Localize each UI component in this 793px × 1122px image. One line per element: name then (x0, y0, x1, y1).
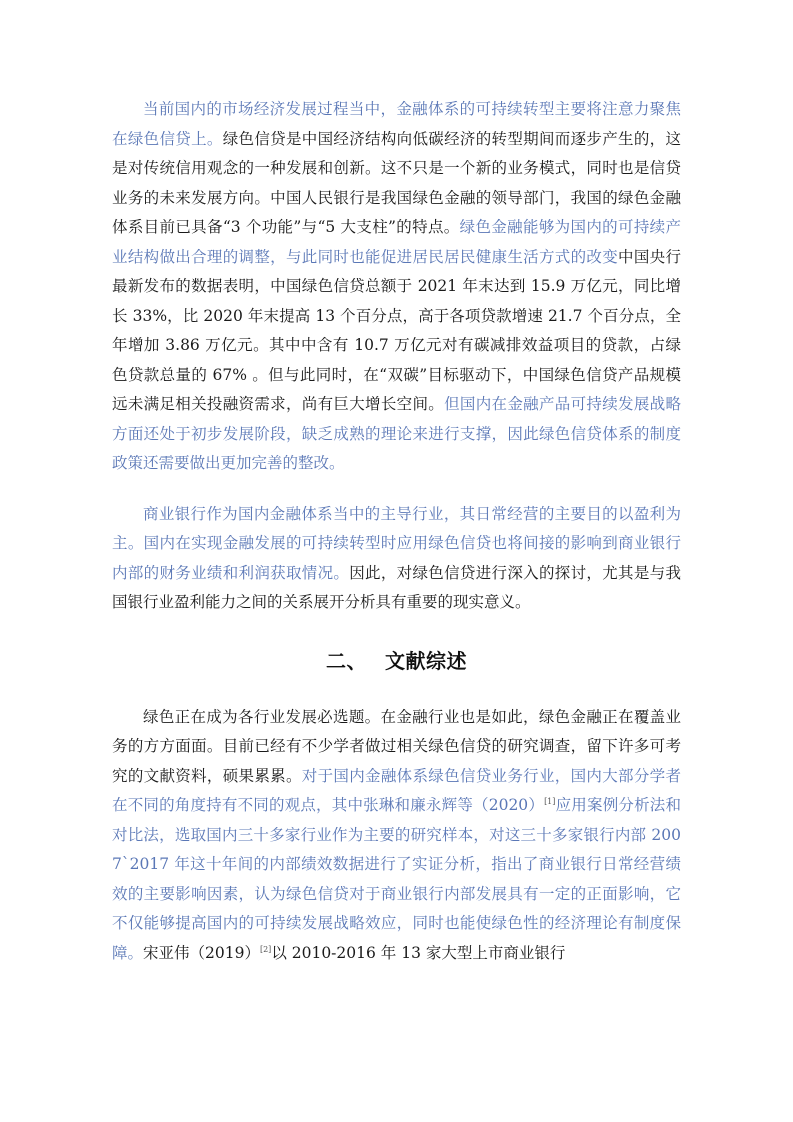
paragraph-1-segment-1: 当前国内的市场经济发展过程当中，金融体系的可持续转型主要将注意力聚焦在绿色信贷上。 (112, 100, 681, 148)
paragraph-green-credit-intro (112, 95, 681, 479)
review-segment-4: 宋亚伟（2019） (143, 943, 260, 962)
review-segment-1: 绿色正在成为各行业发展必选题。在金融行业也是如此，绿色金融正在覆盖业务的方方面面。目前已经有不少学者做过相关绿色信贷的研究调查，留下许多可考究的文献资料，硕果累累。 (112, 707, 681, 785)
paragraph-2-segment-3: 因此，对绿色信贷进行深入的探讨，尤其是与我国银行业盈利能力之间的关系展开分析具有重要的现实意义。 (112, 563, 681, 611)
review-segment-5: 以 2010-2016 年 13 家大型上市商业银行 (271, 943, 566, 962)
section-title: 文献综述 (385, 648, 467, 673)
paragraph-2-segment-1: 商业银行作为国内金融体系当中的主导行业，其日常经营的主要目的以盈利为主。 (112, 504, 681, 552)
section-number: 二、 (326, 648, 367, 673)
paragraph-1-segment-2: 绿色信贷是中国经济结构向低碳经济的转型期间而逐步产生的，这是对传统信用观念的一种发展和创新。这不只是一个新的业务模式，同时也是信贷业务的未来发展方向。中国人民银行是我国绿色金融的领导部门，我国的绿色金融体系目前已具备“3 个功能”与“5 大支柱”的特点。 (112, 129, 681, 236)
citation-ref-1[interactable]: [1] (544, 797, 556, 806)
review-segment-2: 对于国内金融体系绿色信贷业务行业，国内大部分学者在不同的角度持有不同的观点，其中张琳和廉永辉等（2020） (112, 766, 681, 814)
paragraph-literature-review (112, 703, 681, 969)
paragraph-2-segment-2: 国内在实现金融发展的可持续转型时应用绿色信贷也将间接的影响到商业银行内部的财务业绩和利润获取情况。 (112, 534, 681, 582)
review-segment-3: 应用案例分析法和对比法，选取国内三十多家行业作为主要的研究样本，对这三十多家银行内部 2007`2017 年这十年间的内部绩效数据进行了实证分析，指出了商业银行日常经营绩效的主要影响因素，认为绿色信贷对于商业银行内部发展具有一定的正面影响，它不仅能够提高国内的可持续发展战略效应，同时也能使绿色性的经济理论有制度保障。 (112, 796, 681, 962)
paragraph-1-segment-5: 但国内在金融产品可持续发展战略方面还处于初步发展阶段，缺乏成熟的理论来进行支撑，因此绿色信贷体系的制度政策还需要做出更加完善的整改。 (112, 395, 681, 472)
section-heading (112, 646, 681, 676)
paragraph-1-segment-3: 绿色金融能够为国内的可持续产业结构做出合理的调整，与此同时也能促进居民居民健康生活方式的改变 (112, 218, 681, 266)
paragraph-1-segment-4: 中国央行最新发布的数据表明，中国绿色信贷总额于 2021 年末达到 15.9 万亿元，同比增长 33%，比 2020 年末提高 13 个百分点，高于各项贷款增速 21.7 个百分点，全年增加 3.86 万亿元。其中中含有 10.7 万亿元对有碳减排效益项目的贷款，占绿色贷款总量的 67% 。但与此同时，在“双碳”目标驱动下，中国绿色信贷产品规模远未满足相关投融资需求，尚有巨大增长空间。 (112, 247, 681, 413)
paragraph-commercial-banks (112, 500, 681, 618)
citation-ref-2[interactable]: [2] (259, 944, 272, 954)
